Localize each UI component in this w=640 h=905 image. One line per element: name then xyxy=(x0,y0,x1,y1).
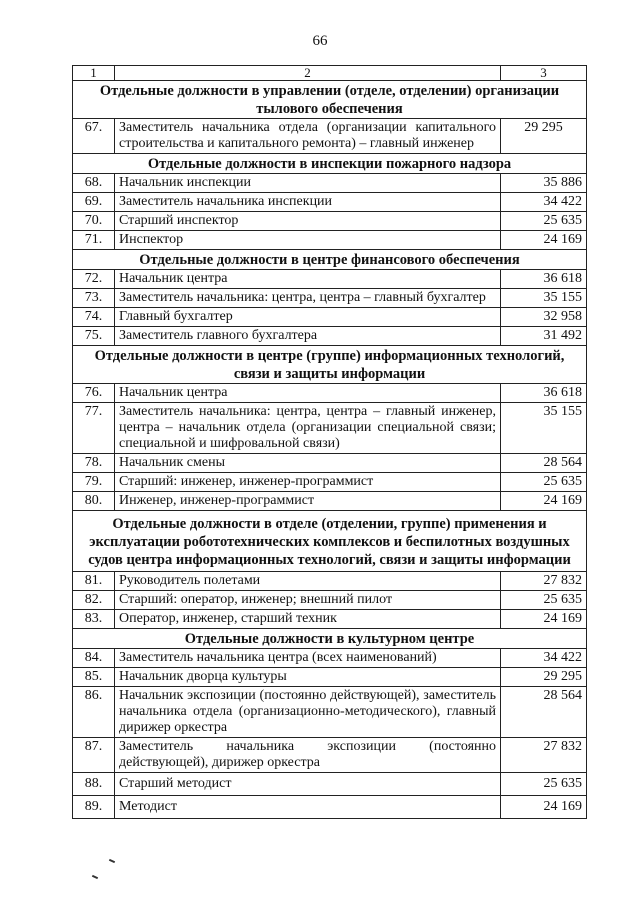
position-name: Старший: оператор, инженер; внешний пилот xyxy=(115,591,501,610)
table-row xyxy=(73,492,587,511)
row-number: 85. xyxy=(73,668,115,687)
column-number: 1 xyxy=(73,66,115,81)
salary-value: 25 635 xyxy=(501,773,587,796)
row-number: 88. xyxy=(73,773,115,796)
row-number: 79. xyxy=(73,473,115,492)
column-number-row xyxy=(73,66,587,81)
row-number: 74. xyxy=(73,308,115,327)
row-number: 84. xyxy=(73,649,115,668)
salary-value: 28 564 xyxy=(501,687,587,738)
table-row xyxy=(73,270,587,289)
row-number: 73. xyxy=(73,289,115,308)
table-row xyxy=(73,403,587,454)
table-row xyxy=(73,193,587,212)
salary-value: 27 832 xyxy=(501,738,587,773)
salary-value: 25 635 xyxy=(501,212,587,231)
section-header-row xyxy=(73,346,587,384)
salary-value: 25 635 xyxy=(501,591,587,610)
position-name: Инженер, инженер-программист xyxy=(115,492,501,511)
row-number: 69. xyxy=(73,193,115,212)
column-number: 2 xyxy=(115,66,501,81)
salary-value: 35 886 xyxy=(501,174,587,193)
salary-value: 32 958 xyxy=(501,308,587,327)
position-name: Старший: инженер, инженер-программист xyxy=(115,473,501,492)
position-name: Главный бухгалтер xyxy=(115,308,501,327)
table-row xyxy=(73,231,587,250)
salary-value: 24 169 xyxy=(501,610,587,629)
row-number: 78. xyxy=(73,454,115,473)
row-number: 82. xyxy=(73,591,115,610)
table-row xyxy=(73,773,587,796)
position-name: Руководитель полетами xyxy=(115,572,501,591)
position-name: Заместитель начальника инспекции xyxy=(115,193,501,212)
section-header-row xyxy=(73,154,587,174)
salary-value: 35 155 xyxy=(501,403,587,454)
salary-value: 24 169 xyxy=(501,796,587,819)
position-name: Заместитель начальника: центра, центра – главный бухгалтер xyxy=(115,289,501,308)
salary-value: 24 169 xyxy=(501,492,587,511)
position-name: Начальник центра xyxy=(115,270,501,289)
salary-value: 29 295 xyxy=(501,119,587,154)
row-number: 72. xyxy=(73,270,115,289)
position-name: Начальник дворца культуры xyxy=(115,668,501,687)
table-row xyxy=(73,738,587,773)
salary-value: 28 564 xyxy=(501,454,587,473)
position-name: Начальник инспекции xyxy=(115,174,501,193)
row-number: 68. xyxy=(73,174,115,193)
table-row xyxy=(73,649,587,668)
position-name: Заместитель начальника экспозиции (постоянно действующей), дирижер оркестра xyxy=(115,738,501,773)
position-name: Начальник центра xyxy=(115,384,501,403)
row-number: 83. xyxy=(73,610,115,629)
column-number: 3 xyxy=(501,66,587,81)
row-number: 81. xyxy=(73,572,115,591)
position-name: Инспектор xyxy=(115,231,501,250)
section-title: Отдельные должности в инспекции пожарного надзора xyxy=(73,154,587,174)
row-number: 89. xyxy=(73,796,115,819)
table-row xyxy=(73,796,587,819)
salary-value: 27 832 xyxy=(501,572,587,591)
section-title: Отдельные должности в центре (группе) информационных технологий, связи и защиты информации xyxy=(73,346,587,384)
position-name: Старший методист xyxy=(115,773,501,796)
scan-artifact xyxy=(109,859,115,863)
salary-table xyxy=(72,65,587,819)
page-number: 66 xyxy=(312,33,328,49)
table-row xyxy=(73,212,587,231)
salary-value: 25 635 xyxy=(501,473,587,492)
table-row xyxy=(73,289,587,308)
position-name: Оператор, инженер, старший техник xyxy=(115,610,501,629)
table-row xyxy=(73,308,587,327)
section-title: Отдельные должности в культурном центре xyxy=(73,629,587,649)
position-name: Заместитель главного бухгалтера xyxy=(115,327,501,346)
scan-artifact xyxy=(92,875,98,879)
table-row xyxy=(73,384,587,403)
table-row xyxy=(73,473,587,492)
section-header-row xyxy=(73,81,587,119)
salary-value: 34 422 xyxy=(501,193,587,212)
row-number: 86. xyxy=(73,687,115,738)
section-header-row xyxy=(73,511,587,572)
salary-value: 35 155 xyxy=(501,289,587,308)
salary-value: 34 422 xyxy=(501,649,587,668)
position-name: Начальник экспозиции (постоянно действующей), заместитель начальника отдела (организационно-методического), главный дирижер оркестра xyxy=(115,687,501,738)
salary-value: 36 618 xyxy=(501,270,587,289)
section-header-row xyxy=(73,629,587,649)
table-row xyxy=(73,572,587,591)
section-title: Отдельные должности в центре финансового обеспечения xyxy=(73,250,587,270)
row-number: 70. xyxy=(73,212,115,231)
position-name: Заместитель начальника центра (всех наименований) xyxy=(115,649,501,668)
row-number: 77. xyxy=(73,403,115,454)
table-row xyxy=(73,174,587,193)
row-number: 80. xyxy=(73,492,115,511)
position-name: Заместитель начальника отдела (организации капитального строительства и капитального ремонта) – главный инженер xyxy=(115,119,501,154)
salary-value: 24 169 xyxy=(501,231,587,250)
table-row xyxy=(73,668,587,687)
table-row xyxy=(73,610,587,629)
section-title: Отдельные должности в управлении (отделе, отделении) организации тылового обеспечения xyxy=(73,81,587,119)
position-name: Начальник смены xyxy=(115,454,501,473)
position-name: Заместитель начальника: центра, центра – главный инженер, центра – начальник отдела (организации специальной связи; специальной и шифровальной связи) xyxy=(115,403,501,454)
section-header-row xyxy=(73,250,587,270)
table-row xyxy=(73,454,587,473)
position-name: Старший инспектор xyxy=(115,212,501,231)
salary-value: 31 492 xyxy=(501,327,587,346)
position-name: Методист xyxy=(115,796,501,819)
row-number: 76. xyxy=(73,384,115,403)
row-number: 75. xyxy=(73,327,115,346)
table-row xyxy=(73,687,587,738)
salary-value: 36 618 xyxy=(501,384,587,403)
row-number: 71. xyxy=(73,231,115,250)
row-number: 87. xyxy=(73,738,115,773)
table-row xyxy=(73,327,587,346)
salary-value: 29 295 xyxy=(501,668,587,687)
table-row xyxy=(73,591,587,610)
row-number: 67. xyxy=(73,119,115,154)
table-row xyxy=(73,119,587,154)
section-title: Отдельные должности в отделе (отделении, группе) применения и эксплуатации робототехнических комплексов и беспилотных воздушных судов центра информационных технологий, связи и защиты информации xyxy=(73,511,587,572)
